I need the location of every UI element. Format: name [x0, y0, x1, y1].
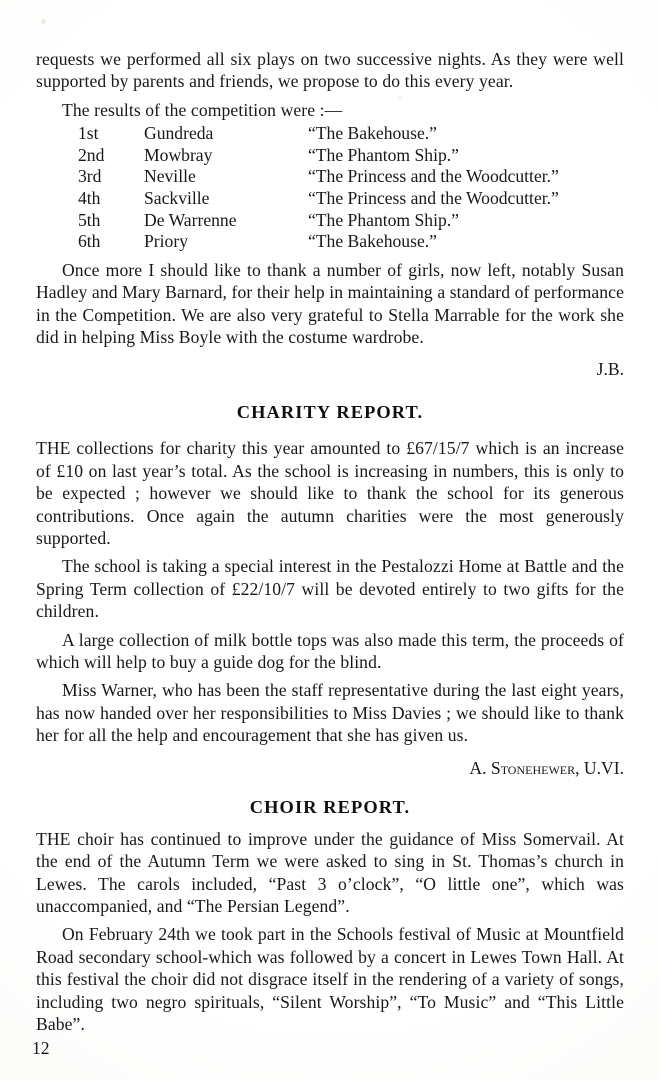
result-house: Sackville — [144, 188, 210, 208]
result-play: “The Princess and the Woodcutter.” — [308, 188, 559, 208]
table-row — [36, 166, 559, 188]
choir-paragraph-2: On February 24th we took part in the Schools festival of Music at Mountfield Road secondary school-which was followed by a concert in Lewes Town Hall. At this festival the choir did not disgrace itself in the rendering of a variety of songs, including two negro spirituals, “Silent Worship”, “To Music” and “This Little Babe”. — [36, 924, 624, 1034]
charity-paragraph-3: A large collection of milk bottle tops was also made this term, the proceeds of which will help to buy a guide dog for the blind. — [36, 629, 624, 673]
choir-paragraph-1: THE choir has continued to improve under the guidance of Miss Somervail. At the end of the Autumn Term we were asked to sing in St. Thomas’s church in Lewes. The carols included, “Past 3 o’clock”, “O little one”, which was unaccompanied, and “The Persian Legend”. — [36, 828, 624, 916]
result-position: 1st — [78, 123, 99, 144]
result-play: “The Phantom Ship.” — [308, 144, 459, 165]
result-position: 3rd — [78, 166, 102, 187]
result-house: Mowbray — [144, 144, 213, 165]
charity-paragraph-2: The school is taking a special interest in the Pestalozzi Home at Battle and the Spring Term collection of £22/10/7 will be devoted entirely to two gifts for the children. — [36, 556, 624, 622]
charity-paragraph-1: THE collections for charity this year amounted to £67/15/7 which is an increase of £10 on last year’s total. As the school is increasing in numbers, this is only to be expected ; however we should like to thank the school for its generous contributions. Once again the autumn charities were the most generously supported. — [36, 438, 624, 549]
charity-signature: A. Stonehewer, U.VI. — [469, 757, 624, 778]
result-house: Priory — [144, 231, 188, 252]
result-house: Neville — [144, 166, 196, 187]
charity-report-heading: CHARITY REPORT. — [236, 402, 424, 423]
spacer — [36, 423, 624, 437]
table-row — [36, 188, 559, 210]
result-position: 4th — [78, 188, 101, 208]
table-row — [36, 145, 559, 167]
result-position: 2nd — [78, 144, 105, 165]
spacer — [36, 818, 624, 828]
drama-signature: J.B. — [596, 359, 624, 380]
table-row — [36, 231, 559, 253]
result-play: “The Princess and the Woodcutter.” — [308, 166, 559, 187]
result-house: Gundreda — [144, 123, 214, 144]
text-column — [36, 48, 624, 1035]
table-row — [36, 123, 559, 145]
drama-continued-paragraph: requests we performed all six plays on two successive nights. As they were well supported by parents and friends, we propose to do this every year. — [36, 49, 624, 92]
result-house: De Warrenne — [144, 209, 237, 230]
spacer — [36, 779, 624, 797]
page-number: 12 — [32, 1038, 50, 1058]
choir-report-heading: CHOIR REPORT. — [249, 796, 411, 817]
spacer — [36, 380, 624, 402]
result-play: “The Phantom Ship.” — [308, 209, 459, 230]
spacer — [36, 747, 624, 757]
result-play: “The Bakehouse.” — [308, 123, 437, 144]
spacer — [36, 348, 624, 358]
table-row — [36, 210, 559, 232]
result-position: 6th — [78, 231, 101, 252]
charity-paragraph-4: Miss Warner, who has been the staff representative during the last eight years, has now handed over her responsibilities to Miss Davies ; we should like to thank her for all the help and encouragement that she has given us. — [36, 680, 624, 746]
results-intro: The results of the competition were :— — [62, 99, 343, 120]
drama-thanks-paragraph: Once more I should like to thank a number of girls, now left, notably Susan Hadley and Mary Barnard, for their help in maintaining a standard of performance in the Competition. We are also very grateful to Stella Marrable for the work she did in helping Miss Boyle with the costume wardrobe. — [36, 259, 624, 347]
result-position: 5th — [78, 209, 101, 230]
results-body — [36, 123, 559, 253]
result-play: “The Bakehouse.” — [308, 231, 437, 252]
competition-results-table — [36, 123, 559, 253]
